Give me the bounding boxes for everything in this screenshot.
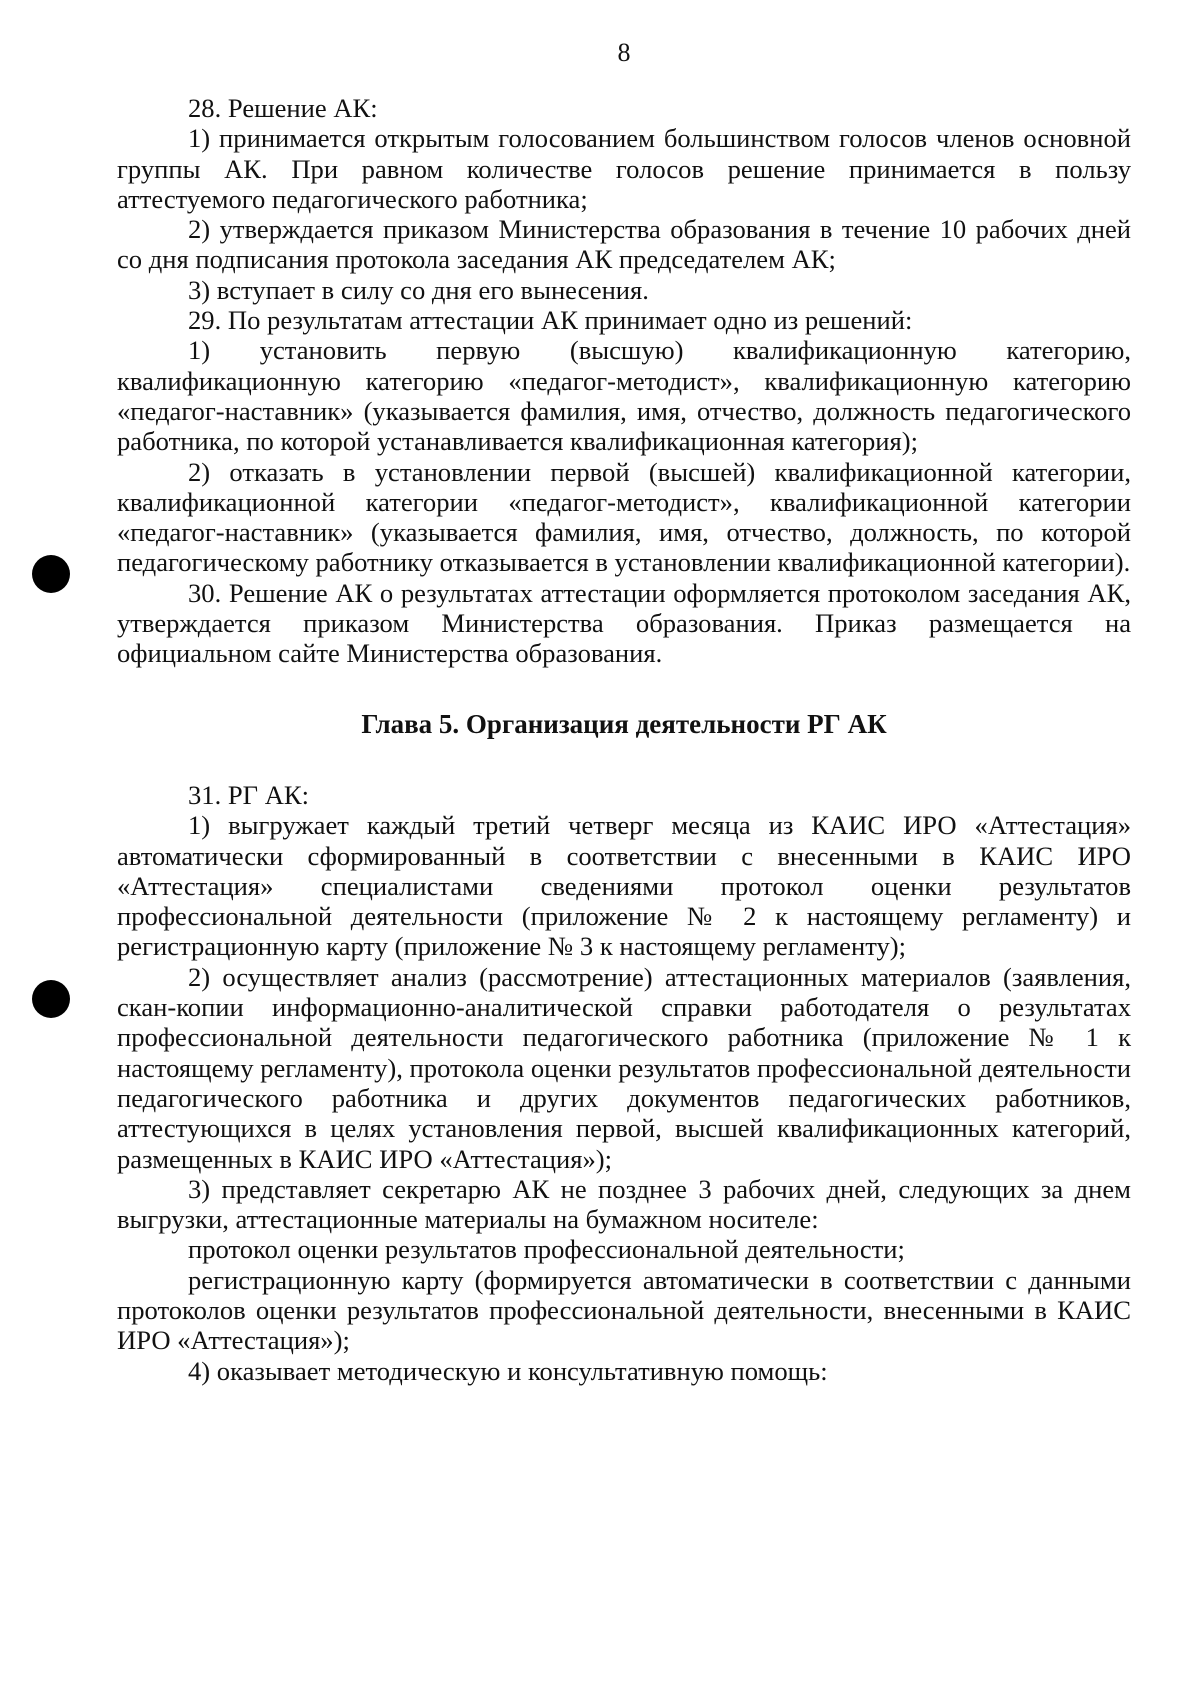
paragraph-31: 31. РГ АК: <box>188 779 310 810</box>
paragraph-31-3: 3) представляет секретарю АК не позднее 3 рабочих дней, следующих за днем выгрузки, аттестационные материалы на бумажном носителе: <box>117 1173 1131 1235</box>
paragraph-29: 29. По результатам аттестации АК принимает одно из решений: <box>188 305 913 336</box>
paragraph-28-1: 1) принимается открытым голосованием большинством голосов членов основной группы АК. При равном количестве голосов решение принимается в пользу аттестуемого педагогического работника; <box>117 123 1131 214</box>
paragraph-31-3-protocol: протокол оценки результатов профессиональной деятельности; <box>188 1234 905 1265</box>
paragraph-28-3: 3) вступает в силу со дня его вынесения. <box>188 274 649 305</box>
paragraph-28: 28. Решение АК: <box>188 93 378 123</box>
paragraph-31-1: 1) выгружает каждый третий четверг месяца из КАИС ИРО «Аттестация» автоматически сформированный в соответствии с внесенными в КАИС ИРО «Аттестация» специалистами сведениями протокол оценки результатов профессиональной деятельности (приложение № 2 к настоящему регламенту) и регистрационную карту (приложение № 3 к настоящему регламенту); <box>117 810 1131 962</box>
paragraph-31-2: 2) осуществляет анализ (рассмотрение) аттестационных материалов (заявления, скан-копии информационно-аналитической справки работодателя о результатах профессиональной деятельности педагогического работника (приложение № 1 к настоящему регламенту), протокола оценки результатов профессиональной деятельности педагогического работника и других документов педагогических работников, аттестующихся в целях установления первой, высшей квалификационных категорий, размещенных в КАИС ИРО «Аттестация»); <box>117 961 1131 1174</box>
document-body <box>117 93 1131 1386</box>
paragraph-29-2: 2) отказать в установлении первой (высшей) квалификационной категории, квалификационной категории «педагог-методист», квалификационной категории «педагог-наставник» (указывается фамилия, имя, отчество, должность, по которой педагогическому работнику отказывается в установлении квалификационной категории). <box>117 456 1131 578</box>
chapter-heading: Глава 5. Организация деятельности РГ АК <box>361 708 887 739</box>
punch-hole-upper <box>32 555 70 593</box>
paragraph-31-3-card: регистрационную карту (формируется автоматически в соответствии с данными протоколов оценки результатов профессиональной деятельности, внесенными в КАИС ИРО «Аттестация»); <box>117 1264 1131 1356</box>
page-number: 8 <box>617 38 631 67</box>
paragraph-28-2: 2) утверждается приказом Министерства образования в течение 10 рабочих дней со дня подписания протокола заседания АК председателем АК; <box>117 214 1131 275</box>
paragraph-31-4: 4) оказывает методическую и консультативную помощь: <box>188 1355 828 1386</box>
punch-hole-lower <box>32 980 70 1018</box>
paragraph-29-1: 1) установить первую (высшую) квалификационную категорию, квалификационную категорию «педагог-методист», квалификационную категорию «педагог-наставник» (указывается фамилия, имя, отчество, должность педагогического работника, по которой устанавливается квалификационная категория); <box>117 335 1131 457</box>
paragraph-30: 30. Решение АК о результатах аттестации оформляется протоколом заседания АК, утверждается приказом Министерства образования. Приказ размещается на официальном сайте Министерства образования. <box>117 577 1131 669</box>
